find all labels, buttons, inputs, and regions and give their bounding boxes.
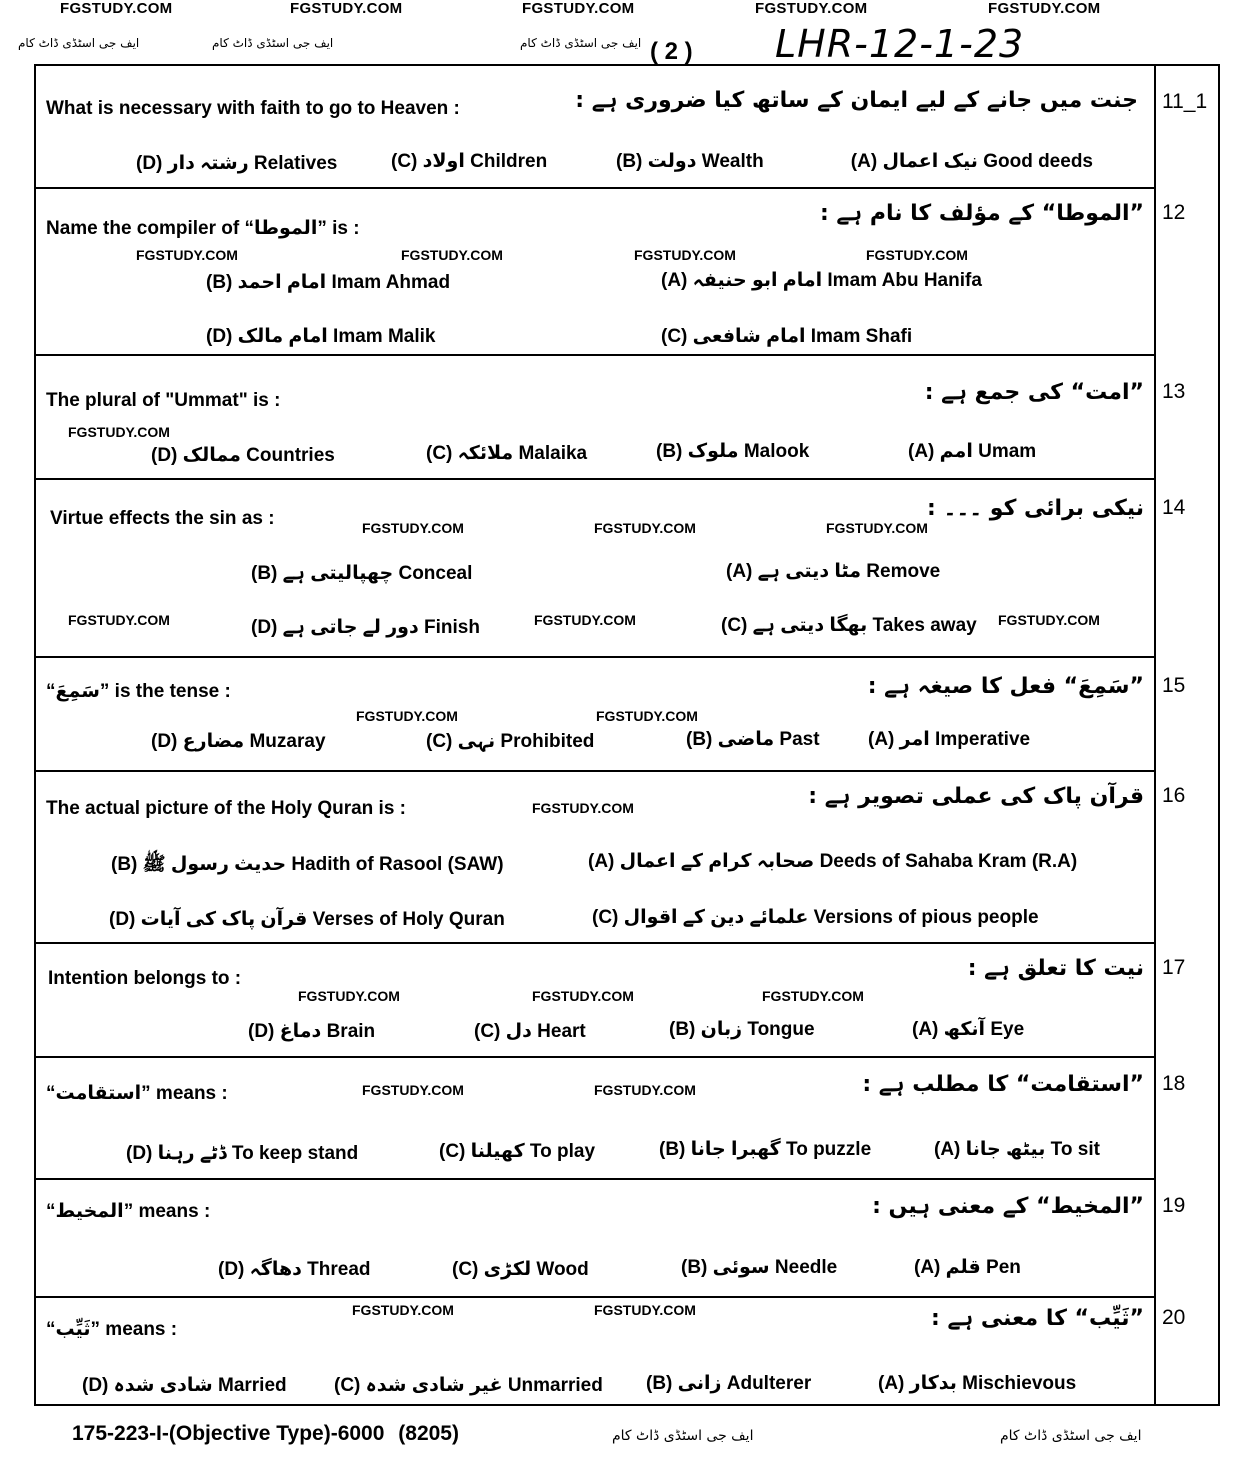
option-b: (B) دولت Wealth (616, 151, 764, 172)
page-number: ( 2 ) (650, 38, 693, 65)
question-row (36, 480, 1218, 656)
option-d: (D) دور لے جاتی ہے Finish (251, 617, 480, 638)
option-c: (C) اولاد Children (391, 151, 548, 172)
question-urdu: ”ثَیِّب“ کا معنی ہے : (931, 1306, 1144, 1331)
question-urdu: نیت کا تعلق ہے : (967, 956, 1144, 981)
watermark: FGSTUDY.COM (290, 0, 403, 17)
watermark: FGSTUDY.COM (532, 800, 634, 816)
option-c: (C) لکڑی Wood (452, 1259, 589, 1280)
question-english: The actual picture of the Holy Quran is : (46, 798, 406, 819)
option-d: (D) ڈٹے رہنا To keep stand (126, 1143, 359, 1164)
watermark: FGSTUDY.COM (594, 1082, 696, 1098)
question-english: The plural of "Ummat" is : (46, 390, 281, 411)
watermark: FGSTUDY.COM (988, 0, 1101, 17)
question-urdu: قرآن پاک کی عملی تصویر ہے : (808, 784, 1144, 809)
question-urdu: ”استقامت“ کا مطلب ہے : (862, 1072, 1144, 1097)
question-english: Name the compiler of “الموطا” is : (46, 218, 360, 239)
question-row (36, 944, 1218, 1056)
option-d: (D) دماغ Brain (248, 1021, 376, 1042)
watermark: FGSTUDY.COM (401, 247, 503, 263)
option-b: (B) زانی Adulterer (646, 1373, 812, 1394)
paper-code: LHR-12-1-23 (775, 22, 1025, 66)
option-a: (A) نیک اعمال Good deeds (850, 151, 1093, 172)
watermark-urdu: ایف جی اسٹڈی ڈاٹ کام (212, 36, 334, 50)
question-urdu: ”امت“ کی جمع ہے : (924, 380, 1144, 405)
watermark: FGSTUDY.COM (522, 0, 635, 17)
watermark: FGSTUDY.COM (356, 708, 458, 724)
option-a: (A) بدکار Mischievous (878, 1373, 1077, 1394)
question-urdu: جنت میں جانے کے لیے ایمان کے ساتھ کیا ضروری ہے : (575, 88, 1138, 113)
option-a: (A) صحابہ کرام کے اعمال Deeds of Sahaba Kram (R.A) (588, 851, 1078, 872)
watermark-urdu: ایف جی اسٹڈی ڈاٹ کام (1000, 1428, 1142, 1444)
option-d: (D) امام مالک Imam Malik (206, 326, 436, 347)
watermark: FGSTUDY.COM (68, 424, 170, 440)
question-row (36, 66, 1218, 187)
watermark: FGSTUDY.COM (362, 520, 464, 536)
footer-code: 175-223-I-(Objective Type)-6000 (8205) (72, 1422, 459, 1445)
watermark: FGSTUDY.COM (352, 1302, 454, 1318)
watermark: FGSTUDY.COM (866, 247, 968, 263)
question-number: 15 (1162, 674, 1186, 697)
watermark: FGSTUDY.COM (362, 1082, 464, 1098)
question-urdu: ”سَمِعَ“ فعل کا صیغہ ہے : (867, 674, 1144, 699)
watermark: FGSTUDY.COM (534, 612, 636, 628)
watermark: FGSTUDY.COM (136, 247, 238, 263)
watermark: FGSTUDY.COM (532, 988, 634, 1004)
watermark: FGSTUDY.COM (826, 520, 928, 536)
option-a: (A) مٹا دیتی ہے Remove (726, 561, 941, 582)
option-d: (D) ممالک Countries (151, 445, 335, 466)
question-english: “المخیط” means : (46, 1201, 211, 1222)
option-a: (A) امام ابو حنیفہ Imam Abu Hanifa (661, 270, 982, 291)
question-row (36, 1298, 1218, 1406)
question-number: 18 (1162, 1072, 1186, 1095)
watermark-urdu: ایف جی اسٹڈی ڈاٹ کام (520, 36, 642, 50)
question-row (36, 189, 1218, 354)
watermark-urdu: ایف جی اسٹڈی ڈاٹ کام (18, 36, 140, 50)
option-a: (A) امم Umam (908, 441, 1037, 462)
question-urdu: ”المخیط“ کے معنی ہیں : (872, 1194, 1144, 1219)
option-b: (B) ملوک Malook (656, 441, 810, 462)
option-a: (A) قلم Pen (914, 1257, 1021, 1278)
question-urdu: نیکی برائی کو ۔۔۔ : (927, 496, 1144, 521)
question-english: Intention belongs to : (48, 968, 242, 989)
option-b: (B) امام احمد Imam Ahmad (206, 272, 451, 293)
question-row (36, 658, 1218, 770)
question-table (34, 64, 1220, 1406)
watermark: FGSTUDY.COM (594, 520, 696, 536)
option-b: (B) ماضی Past (686, 729, 820, 750)
question-english: What is necessary with faith to go to Heaven : (46, 98, 460, 119)
option-c: (C) علمائے دین کے اقوال Versions of pious people (592, 907, 1039, 928)
option-b: (B) زبان Tongue (669, 1019, 815, 1040)
option-d: (D) شادی شدہ Married (82, 1375, 287, 1396)
option-c: (C) بھگا دیتی ہے Takes away (721, 615, 977, 636)
question-number: 16 (1162, 784, 1186, 807)
question-english: “سَمِعَ” is the tense : (46, 681, 231, 702)
option-d: (D) مضارع Muzaray (151, 731, 326, 752)
question-english: “ثَیِّب” means : (46, 1319, 178, 1340)
option-d: (D) دھاگہ Thread (218, 1259, 371, 1280)
option-b: (B) چھپالیتی ہے Conceal (251, 563, 473, 584)
question-english: “استقامت” means : (46, 1083, 228, 1104)
question-number: 11_1 (1162, 90, 1208, 113)
option-d: (D) قرآن پاک کی آیات Verses of Holy Quran (109, 909, 505, 930)
question-row (36, 1180, 1218, 1296)
question-row (36, 356, 1218, 478)
question-row (36, 772, 1218, 942)
watermark: FGSTUDY.COM (755, 0, 868, 17)
watermark: FGSTUDY.COM (596, 708, 698, 724)
option-a: (A) بیٹھ جانا To sit (934, 1139, 1100, 1160)
option-c: (C) کھیلنا To play (439, 1141, 596, 1162)
question-number: 20 (1162, 1306, 1186, 1329)
option-c: (C) امام شافعی Imam Shafi (661, 326, 913, 347)
option-c: (C) نہی Prohibited (426, 731, 595, 752)
watermark: FGSTUDY.COM (60, 0, 173, 17)
option-b: (B) گھبرا جانا To puzzle (659, 1139, 872, 1160)
watermark: FGSTUDY.COM (594, 1302, 696, 1318)
question-urdu: ”الموطا“ کے مؤلف کا نام ہے : (819, 201, 1144, 226)
watermark: FGSTUDY.COM (762, 988, 864, 1004)
option-c: (C) غیر شادی شدہ Unmarried (334, 1375, 603, 1396)
option-c: (C) ملائکہ Malaika (426, 443, 588, 464)
question-english: Virtue effects the sin as : (50, 508, 275, 529)
option-a: (A) امر Imperative (868, 729, 1031, 750)
watermark: FGSTUDY.COM (298, 988, 400, 1004)
question-number: 19 (1162, 1194, 1186, 1217)
watermark-urdu: ایف جی اسٹڈی ڈاٹ کام (612, 1428, 754, 1444)
option-a: (A) آنکھ Eye (912, 1019, 1025, 1040)
watermark: FGSTUDY.COM (634, 247, 736, 263)
watermark: FGSTUDY.COM (68, 612, 170, 628)
question-number: 17 (1162, 956, 1186, 979)
question-number: 14 (1162, 496, 1186, 519)
question-row (36, 1058, 1218, 1178)
option-b: (B) سوئی Needle (681, 1257, 838, 1278)
watermark: FGSTUDY.COM (998, 612, 1100, 628)
option-d: (D) رشتہ دار Relatives (136, 153, 338, 174)
footer-number: (8205) (398, 1422, 459, 1445)
question-number: 13 (1162, 380, 1186, 403)
question-number: 12 (1162, 201, 1186, 224)
option-c: (C) دل Heart (474, 1021, 586, 1042)
option-b: (B) حدیث رسول ﷺ Hadith of Rasool (SAW) (111, 854, 504, 875)
